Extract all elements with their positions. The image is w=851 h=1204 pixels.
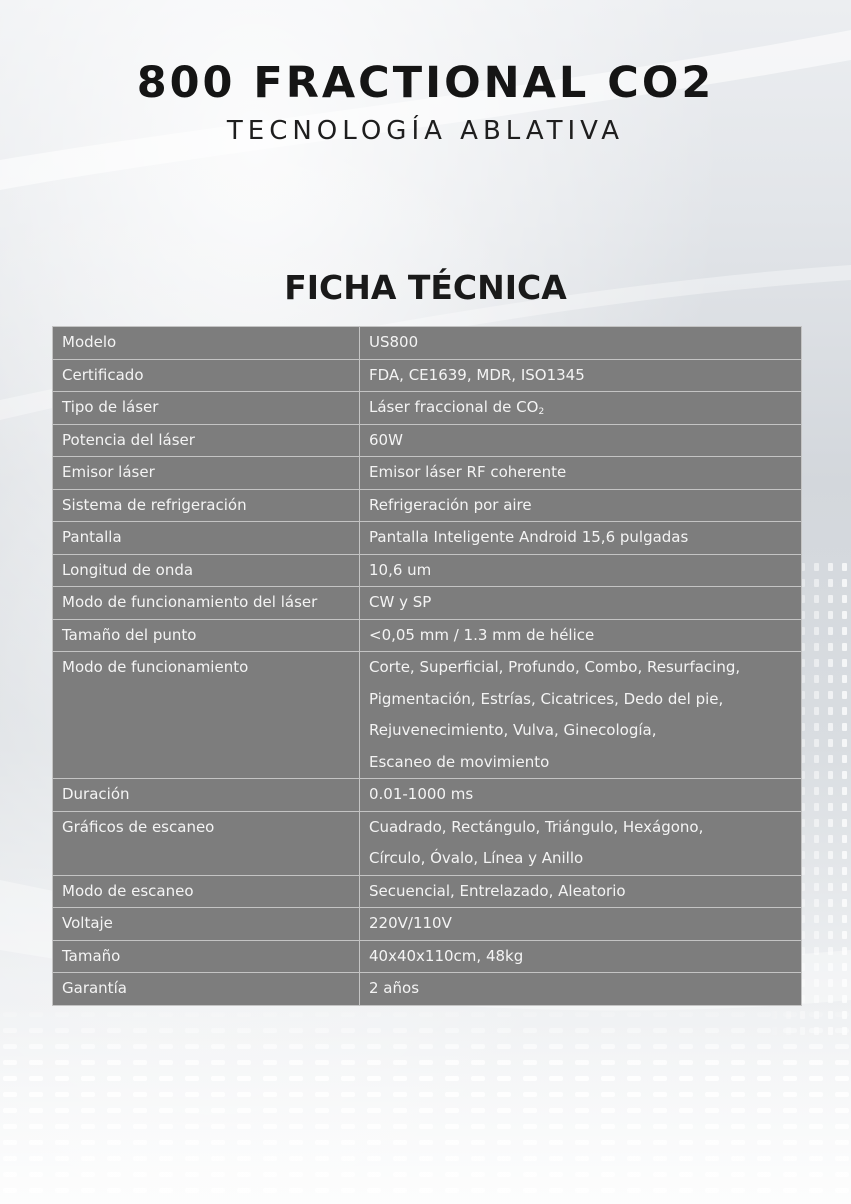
spec-value-text: Pigmentación, Estrías, Cicatrices, Dedo del pie, xyxy=(369,689,724,708)
spec-row xyxy=(53,424,802,457)
spec-label: Modo de funcionamiento xyxy=(53,652,360,779)
spec-value-text: US800 xyxy=(369,333,419,351)
spec-label: Emisor láser xyxy=(53,457,360,490)
spec-value-text: 40x40x110cm, 48kg xyxy=(369,946,524,965)
spec-label: Garantía xyxy=(53,973,360,1006)
spec-row xyxy=(53,940,802,973)
spec-value-line xyxy=(369,555,792,587)
spec-value xyxy=(360,908,802,941)
spec-value xyxy=(360,811,802,875)
spec-row xyxy=(53,779,802,812)
spec-value-text: 220V/110V xyxy=(369,914,452,932)
spec-row xyxy=(53,811,802,875)
spec-row xyxy=(53,652,802,779)
spec-value-text: Refrigeración por aire xyxy=(369,495,532,514)
spec-value-line xyxy=(369,327,792,359)
spec-row xyxy=(53,554,802,587)
spec-value-line xyxy=(369,843,792,875)
spec-value-line xyxy=(369,941,792,973)
spec-value-text: <0,05 mm / 1.3 mm de hélice xyxy=(369,625,595,644)
spec-label: Sistema de refrigeración xyxy=(53,489,360,522)
spec-value-text: Emisor láser RF coherente xyxy=(369,463,567,481)
spec-row xyxy=(53,359,802,392)
spec-value-line xyxy=(369,973,792,1005)
spec-value-line xyxy=(369,360,792,392)
spec-row xyxy=(53,587,802,620)
spec-value-text: Pantalla Inteligente Android 15,6 pulgadas xyxy=(369,528,689,546)
spec-value-text: Láser fraccional de CO xyxy=(369,398,539,416)
spec-value-line xyxy=(369,457,792,489)
spec-value-text: Rejuvenecimiento, Vulva, Ginecología, xyxy=(369,721,657,739)
spec-value-line xyxy=(369,812,792,844)
spec-value-text: Secuencial, Entrelazado, Aleatorio xyxy=(369,881,626,900)
spec-value xyxy=(360,940,802,973)
spec-label: Modo de funcionamiento del láser xyxy=(53,587,360,620)
spec-value-text: 10,6 um xyxy=(369,560,432,579)
spec-value xyxy=(360,779,802,812)
spec-row xyxy=(53,875,802,908)
spec-value xyxy=(360,554,802,587)
spec-value xyxy=(360,973,802,1006)
spec-label: Voltaje xyxy=(53,908,360,941)
spec-value-line xyxy=(369,684,792,716)
product-title: 800 FRACTIONAL CO2 xyxy=(136,58,715,108)
spec-label: Longitud de onda xyxy=(53,554,360,587)
spec-value-line xyxy=(369,908,792,940)
spec-value xyxy=(360,587,802,620)
spec-value-line xyxy=(369,876,792,908)
spec-value-subscript: 2 xyxy=(538,407,545,417)
spec-value-text: Escaneo de movimiento xyxy=(369,752,550,771)
spec-row xyxy=(53,327,802,360)
spec-value-line xyxy=(369,522,792,554)
spec-label: Pantalla xyxy=(53,522,360,555)
spec-value-text: Círculo, Óvalo, Línea y Anillo xyxy=(369,849,584,867)
spec-value-line xyxy=(369,425,792,457)
spec-row xyxy=(53,973,802,1006)
spec-value xyxy=(360,424,802,457)
spec-row xyxy=(53,489,802,522)
spec-value xyxy=(360,522,802,555)
spec-value-line xyxy=(369,392,792,424)
spec-value xyxy=(360,619,802,652)
spec-row xyxy=(53,908,802,941)
spec-row xyxy=(53,619,802,652)
spec-label: Modelo xyxy=(53,327,360,360)
product-subtitle: TECNOLOGÍA ABLATIVA xyxy=(226,116,625,146)
section-title: FICHA TÉCNICA xyxy=(284,268,567,307)
spec-value-text: 2 años xyxy=(369,979,420,997)
spec-row xyxy=(53,457,802,490)
spec-table xyxy=(52,326,802,1006)
spec-value-text: 60W xyxy=(369,430,403,449)
spec-row xyxy=(53,392,802,425)
spec-value-line xyxy=(369,620,792,652)
spec-value-text: Cuadrado, Rectángulo, Triángulo, Hexágono, xyxy=(369,817,704,836)
spec-label: Modo de escaneo xyxy=(53,875,360,908)
spec-value xyxy=(360,875,802,908)
spec-label: Tamaño xyxy=(53,940,360,973)
spec-label: Potencia del láser xyxy=(53,424,360,457)
spec-value xyxy=(360,489,802,522)
spec-row xyxy=(53,522,802,555)
spec-value-text: 0.01-1000 ms xyxy=(369,785,474,803)
spec-label: Tamaño del punto xyxy=(53,619,360,652)
spec-label: Gráficos de escaneo xyxy=(53,811,360,875)
spec-value-line xyxy=(369,779,792,811)
spec-value xyxy=(360,457,802,490)
spec-value xyxy=(360,327,802,360)
spec-value-line xyxy=(369,587,792,619)
spec-label: Certificado xyxy=(53,359,360,392)
spec-value-line xyxy=(369,747,792,779)
spec-label: Duración xyxy=(53,779,360,812)
spec-label: Tipo de láser xyxy=(53,392,360,425)
spec-value xyxy=(360,392,802,425)
spec-value-line xyxy=(369,715,792,747)
spec-value xyxy=(360,652,802,779)
spec-value xyxy=(360,359,802,392)
spec-value-text: FDA, CE1639, MDR, ISO1345 xyxy=(369,365,585,384)
spec-value-text: CW y SP xyxy=(369,593,432,611)
spec-value-line xyxy=(369,652,792,684)
spec-value-text: Corte, Superficial, Profundo, Combo, Resurfacing, xyxy=(369,658,741,676)
spec-value-line xyxy=(369,490,792,522)
